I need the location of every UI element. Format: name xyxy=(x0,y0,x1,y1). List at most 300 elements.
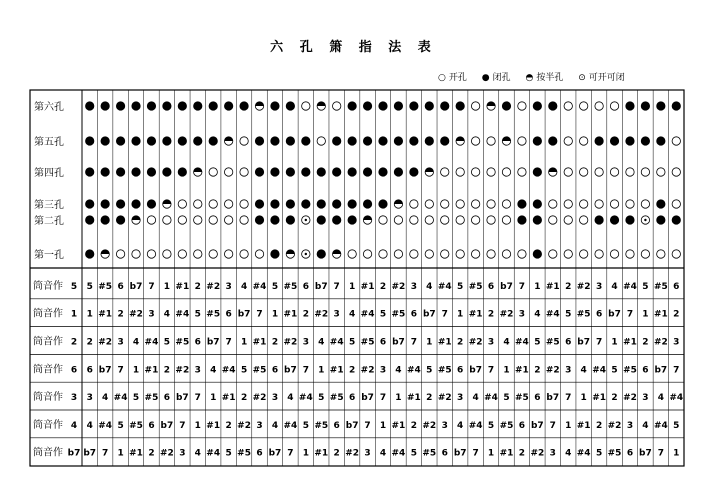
closed-hole-icon xyxy=(224,102,232,110)
note-cell: #1 xyxy=(468,309,483,320)
note-cell: 3 xyxy=(457,393,464,404)
open-hole-icon xyxy=(518,137,526,145)
open-hole-icon xyxy=(610,102,618,110)
note-cell: #5 xyxy=(437,365,452,376)
note-cell: #4 xyxy=(221,365,236,376)
note-cell: #5 xyxy=(206,309,221,320)
closed-hole-icon xyxy=(533,137,541,145)
open-hole-icon xyxy=(471,137,479,145)
note-cell: #5 xyxy=(391,309,406,320)
either-hole-dot xyxy=(305,219,307,221)
open-hole-icon xyxy=(147,250,155,258)
note-cell: #1 xyxy=(391,420,406,431)
closed-hole-icon xyxy=(626,102,634,110)
open-hole-icon xyxy=(255,250,263,258)
note-cell: #4 xyxy=(175,309,190,320)
note-cell: #2 xyxy=(530,448,545,459)
note-cell: b7 xyxy=(639,448,652,459)
open-hole-icon xyxy=(487,168,495,176)
note-cell: 7 xyxy=(194,393,201,404)
note-cell: #4 xyxy=(206,448,221,459)
open-hole-icon xyxy=(240,250,248,258)
note-cell: 7 xyxy=(302,365,309,376)
closed-hole-icon xyxy=(101,216,109,224)
note-cell: #2 xyxy=(422,420,437,431)
note-cell: 4 xyxy=(472,393,479,404)
note-cell: 5 xyxy=(611,365,618,376)
note-cell: #2 xyxy=(623,393,637,404)
note-cell: 1 xyxy=(163,281,171,292)
note-cell: 7 xyxy=(518,281,526,292)
note-cell: 7 xyxy=(441,309,448,320)
closed-hole-icon xyxy=(286,200,294,208)
half-hole-fill xyxy=(487,102,495,106)
closed-hole-icon xyxy=(657,137,665,145)
note-cell: 1 xyxy=(395,393,402,404)
open-hole-icon xyxy=(626,168,634,176)
note-cell: #2 xyxy=(159,448,174,459)
closed-hole-icon xyxy=(641,137,649,145)
open-hole-icon xyxy=(209,216,217,224)
closed-hole-icon xyxy=(132,200,140,208)
closed-hole-icon xyxy=(163,102,171,110)
closed-hole-icon xyxy=(147,137,155,145)
half-hole-fill xyxy=(394,200,402,204)
open-hole-icon xyxy=(549,216,557,224)
note-cell: b7 xyxy=(654,365,668,376)
note-cell: 6 xyxy=(595,309,603,320)
note-cell: #2 xyxy=(345,448,360,459)
note-row-key: 2 xyxy=(70,337,78,348)
note-cell: #5 xyxy=(607,448,622,459)
open-hole-icon xyxy=(579,168,587,176)
closed-hole-icon xyxy=(271,137,279,145)
closed-hole-icon xyxy=(86,168,94,176)
open-hole-icon xyxy=(394,250,402,258)
closed-hole-icon xyxy=(86,200,94,208)
closed-hole-icon xyxy=(101,168,109,176)
note-cell: #1 xyxy=(545,281,560,292)
open-hole-icon xyxy=(579,250,587,258)
closed-hole-icon xyxy=(163,137,171,145)
note-cell: #4 xyxy=(113,393,128,404)
note-cell: 5 xyxy=(503,393,510,404)
closed-hole-icon xyxy=(518,200,526,208)
note-cell: b7 xyxy=(546,393,560,404)
note-cell: 6 xyxy=(348,393,356,404)
note-cell: 2 xyxy=(595,420,603,431)
note-cell: b7 xyxy=(361,393,374,404)
open-hole-icon xyxy=(641,200,649,208)
closed-hole-icon xyxy=(255,168,263,176)
open-hole-icon xyxy=(657,250,665,258)
closed-hole-icon xyxy=(518,216,526,224)
note-cell: 4 xyxy=(379,448,387,459)
note-cell: 2 xyxy=(163,365,171,376)
open-hole-icon xyxy=(487,250,495,258)
open-hole-icon xyxy=(379,216,387,224)
open-hole-icon xyxy=(425,216,433,224)
open-hole-icon xyxy=(363,250,371,258)
open-hole-icon xyxy=(549,200,557,208)
open-hole-icon xyxy=(471,200,479,208)
note-cell: 3 xyxy=(148,309,155,320)
closed-hole-icon xyxy=(178,102,186,110)
closed-hole-icon xyxy=(86,102,94,110)
open-hole-icon xyxy=(441,200,449,208)
chart-title: 六 孔 箫 指 法 表 xyxy=(270,40,437,55)
note-cell: #5 xyxy=(422,448,437,459)
note-cell: 3 xyxy=(333,309,340,320)
note-cell: #2 xyxy=(499,309,514,320)
closed-hole-icon xyxy=(271,250,279,258)
closed-hole-icon xyxy=(178,137,186,145)
open-hole-icon xyxy=(549,250,557,258)
closed-hole-icon xyxy=(271,102,279,110)
closed-hole-icon xyxy=(332,200,340,208)
half-hole-fill xyxy=(194,168,202,172)
note-cell: #5 xyxy=(515,393,529,404)
note-cell: #5 xyxy=(252,365,267,376)
note-cell: 1 xyxy=(642,309,649,320)
closed-hole-icon xyxy=(163,168,171,176)
closed-hole-icon xyxy=(441,102,449,110)
closed-hole-icon xyxy=(209,102,217,110)
note-cell: b7 xyxy=(160,420,174,431)
note-cell: #2 xyxy=(252,393,267,404)
note-cell: #1 xyxy=(283,309,298,320)
closed-hole-icon xyxy=(101,102,109,110)
half-hole-fill xyxy=(132,216,140,220)
open-hole-icon xyxy=(224,200,232,208)
closed-hole-icon xyxy=(502,102,510,110)
open-hole-icon xyxy=(178,200,186,208)
closed-hole-icon xyxy=(286,102,294,110)
note-cell: 4 xyxy=(240,281,248,292)
open-hole-icon xyxy=(394,216,402,224)
note-cell: 2 xyxy=(333,448,340,459)
note-cell: 7 xyxy=(487,365,495,376)
closed-hole-icon xyxy=(363,200,371,208)
note-cell: 5 xyxy=(457,281,464,292)
note-cell: b7 xyxy=(237,309,251,320)
note-cell: #1 xyxy=(252,337,267,348)
note-cell: 1 xyxy=(457,309,464,320)
note-cell: #2 xyxy=(283,337,298,348)
note-cell: 5 xyxy=(240,365,248,376)
note-cell: 3 xyxy=(565,365,572,376)
note-cell: #2 xyxy=(391,281,406,292)
note-cell: #1 xyxy=(592,393,607,404)
note-cell: 5 xyxy=(117,420,124,431)
open-hole-icon xyxy=(518,102,526,110)
closed-hole-icon xyxy=(410,168,418,176)
note-cell: #4 xyxy=(653,420,668,431)
closed-hole-icon xyxy=(348,168,356,176)
hole-label: 第一孔 xyxy=(34,250,64,261)
closed-hole-icon xyxy=(132,137,140,145)
note-cell: 1 xyxy=(379,420,387,431)
closed-hole-icon xyxy=(425,102,433,110)
note-cell: #2 xyxy=(437,393,452,404)
note-cell: b7 xyxy=(345,420,359,431)
closed-hole-icon xyxy=(348,102,356,110)
half-hole-fill xyxy=(549,168,557,172)
closed-hole-icon xyxy=(379,102,387,110)
closed-hole-icon xyxy=(147,102,155,110)
open-hole-icon xyxy=(471,102,479,110)
note-cell: 2 xyxy=(410,420,418,431)
note-cell: 4 xyxy=(565,448,572,459)
note-cell: 1 xyxy=(86,309,93,320)
note-cell: 1 xyxy=(503,365,510,376)
note-cell: 6 xyxy=(163,393,171,404)
note-cell: #4 xyxy=(515,337,529,348)
note-cell: 3 xyxy=(441,420,448,431)
note-cell: 4 xyxy=(457,420,464,431)
note-cell: 2 xyxy=(534,365,541,376)
open-hole-icon xyxy=(564,200,572,208)
note-row-label: 筒音作 xyxy=(33,419,63,431)
closed-hole-icon xyxy=(332,137,340,145)
note-cell: #1 xyxy=(576,420,591,431)
closed-hole-icon xyxy=(240,102,248,110)
open-hole-icon xyxy=(224,216,232,224)
closed-hole-icon xyxy=(317,200,325,208)
open-hole-icon xyxy=(502,250,510,258)
note-cell: 3 xyxy=(626,420,634,431)
note-cell: 6 xyxy=(271,365,279,376)
half-hole-icon: ◓ xyxy=(525,73,534,83)
open-hole-icon xyxy=(317,137,325,145)
closed-hole-icon xyxy=(533,216,541,224)
closed-hole-icon xyxy=(533,250,541,258)
open-hole-icon xyxy=(579,102,587,110)
closed-hole-icon xyxy=(348,200,356,208)
closed-hole-icon xyxy=(363,102,371,110)
note-cell: #2 xyxy=(175,365,190,376)
note-cell: #4 xyxy=(252,281,267,292)
note-cell: #4 xyxy=(468,420,483,431)
note-cell: 2 xyxy=(302,309,309,320)
note-cell: 4 xyxy=(86,420,93,431)
open-hole-icon xyxy=(410,200,418,208)
note-cell: #2 xyxy=(206,281,221,292)
note-cell: 1 xyxy=(580,393,587,404)
open-hole-icon xyxy=(641,168,649,176)
note-cell: 2 xyxy=(379,281,387,292)
open-hole-icon xyxy=(224,250,232,258)
note-cell: #4 xyxy=(406,365,421,376)
closed-hole-icon xyxy=(657,216,665,224)
closed-hole-icon xyxy=(194,102,202,110)
closed-hole-icon xyxy=(348,216,356,224)
note-cell: 7 xyxy=(626,309,634,320)
note-cell: 3 xyxy=(673,337,680,348)
note-cell: 6 xyxy=(225,309,232,320)
closed-hole-icon xyxy=(271,216,279,224)
closed-hole-icon xyxy=(116,216,124,224)
closed-hole-icon xyxy=(626,137,634,145)
legend-open-label: 开孔 xyxy=(448,73,467,83)
note-cell: b7 xyxy=(206,337,220,348)
note-cell: 4 xyxy=(271,420,279,431)
note-cell: 1 xyxy=(611,337,618,348)
note-cell: 2 xyxy=(148,448,155,459)
note-cell: 3 xyxy=(256,420,263,431)
closed-hole-icon xyxy=(425,137,433,145)
open-hole-icon xyxy=(579,137,587,145)
note-cell: #5 xyxy=(576,309,591,320)
note-cell: 1 xyxy=(673,448,680,459)
open-hole-icon xyxy=(456,250,464,258)
closed-hole-icon xyxy=(286,216,294,224)
note-cell: 6 xyxy=(487,281,495,292)
open-hole-icon xyxy=(456,200,464,208)
open-hole-icon xyxy=(240,168,248,176)
note-cell: #1 xyxy=(499,448,514,459)
open-hole-icon xyxy=(579,216,587,224)
note-cell: 1 xyxy=(132,365,140,376)
closed-hole-icon xyxy=(441,137,449,145)
note-cell: #5 xyxy=(360,337,375,348)
note-cell: 5 xyxy=(426,365,433,376)
open-hole-icon xyxy=(502,200,510,208)
note-cell: 5 xyxy=(673,420,680,431)
open-hole-icon xyxy=(564,250,572,258)
open-hole-icon xyxy=(178,216,186,224)
note-cell: 6 xyxy=(148,420,155,431)
open-hole-icon xyxy=(178,250,186,258)
open-hole-icon xyxy=(595,250,603,258)
closed-hole-icon xyxy=(672,102,680,110)
open-hole-icon xyxy=(518,250,526,258)
half-hole-fill xyxy=(101,250,109,254)
note-cell: 5 xyxy=(534,337,541,348)
note-cell: #4 xyxy=(623,281,637,292)
closed-hole-icon xyxy=(86,250,94,258)
note-cell: #2 xyxy=(314,309,329,320)
closed-hole-icon xyxy=(610,216,618,224)
closed-hole-icon xyxy=(255,137,263,145)
closed-hole-icon xyxy=(317,250,325,258)
note-cell: 5 xyxy=(225,448,232,459)
closed-hole-icon: ● xyxy=(481,73,490,83)
note-cell: 4 xyxy=(102,393,109,404)
closed-hole-icon xyxy=(271,168,279,176)
closed-hole-icon xyxy=(286,137,294,145)
note-cell: 6 xyxy=(117,281,124,292)
open-hole-icon xyxy=(441,168,449,176)
note-cell: 6 xyxy=(86,365,93,376)
closed-hole-icon xyxy=(86,137,94,145)
note-cell: #1 xyxy=(144,365,159,376)
note-row-key: 1 xyxy=(70,309,78,320)
open-hole-icon xyxy=(672,137,680,145)
open-hole-icon xyxy=(240,200,248,208)
half-hole-fill xyxy=(363,216,371,220)
closed-hole-icon xyxy=(317,168,325,176)
note-row-label: 筒音作 xyxy=(33,336,63,348)
note-cell: 2 xyxy=(673,309,680,320)
open-hole-icon xyxy=(116,250,124,258)
closed-hole-icon xyxy=(194,137,202,145)
closed-hole-icon xyxy=(302,168,310,176)
open-hole-icon xyxy=(610,168,618,176)
note-cell: #4 xyxy=(329,337,344,348)
note-cell: 1 xyxy=(534,281,541,292)
closed-hole-icon xyxy=(657,102,665,110)
note-cell: 3 xyxy=(379,365,387,376)
closed-hole-icon xyxy=(657,200,665,208)
note-cell: 1 xyxy=(271,309,279,320)
closed-hole-icon xyxy=(533,200,541,208)
note-cell: 2 xyxy=(565,281,572,292)
note-cell: 7 xyxy=(148,281,155,292)
closed-hole-icon xyxy=(116,102,124,110)
closed-hole-icon xyxy=(363,168,371,176)
note-row-key: b7 xyxy=(67,448,81,459)
open-hole-icon xyxy=(441,216,449,224)
note-cell: 6 xyxy=(626,448,634,459)
note-cell: #4 xyxy=(360,309,375,320)
closed-hole-icon xyxy=(363,137,371,145)
note-cell: 6 xyxy=(673,281,680,292)
closed-hole-icon xyxy=(595,216,603,224)
open-hole-icon xyxy=(672,200,680,208)
note-cell: #1 xyxy=(314,448,329,459)
note-cell: 7 xyxy=(549,420,556,431)
note-cell: 3 xyxy=(271,393,279,404)
note-cell: #1 xyxy=(360,281,375,292)
note-cell: b7 xyxy=(83,448,97,459)
closed-hole-icon xyxy=(533,168,541,176)
note-cell: 1 xyxy=(302,448,309,459)
note-cell: 5 xyxy=(565,309,572,320)
note-cell: 2 xyxy=(117,309,124,320)
open-hole-icon xyxy=(502,168,510,176)
note-row-key: 3 xyxy=(70,393,78,404)
closed-hole-icon xyxy=(147,200,155,208)
closed-hole-icon xyxy=(209,137,217,145)
note-cell: 1 xyxy=(210,393,217,404)
open-hole-icon xyxy=(672,168,680,176)
open-hole-icon xyxy=(471,168,479,176)
note-cell: b7 xyxy=(129,281,143,292)
note-cell: #1 xyxy=(206,420,221,431)
note-cell: #2 xyxy=(653,337,668,348)
either-hole-dot xyxy=(644,219,646,221)
open-hole-icon xyxy=(672,250,680,258)
note-cell: #5 xyxy=(129,420,143,431)
closed-hole-icon xyxy=(595,137,603,145)
closed-hole-icon xyxy=(255,216,263,224)
closed-hole-icon xyxy=(271,200,279,208)
note-cell: b7 xyxy=(284,365,297,376)
note-cell: 3 xyxy=(549,448,556,459)
note-cell: b7 xyxy=(608,309,621,320)
open-hole-icon xyxy=(410,250,418,258)
half-hole-fill xyxy=(332,250,340,254)
note-cell: 5 xyxy=(271,281,279,292)
note-cell: 4 xyxy=(657,393,664,404)
open-hole-icon xyxy=(564,102,572,110)
closed-hole-icon xyxy=(317,216,325,224)
open-hole-icon xyxy=(626,200,634,208)
note-cell: 1 xyxy=(318,365,325,376)
open-hole-icon xyxy=(240,216,248,224)
note-cell: 3 xyxy=(194,365,201,376)
